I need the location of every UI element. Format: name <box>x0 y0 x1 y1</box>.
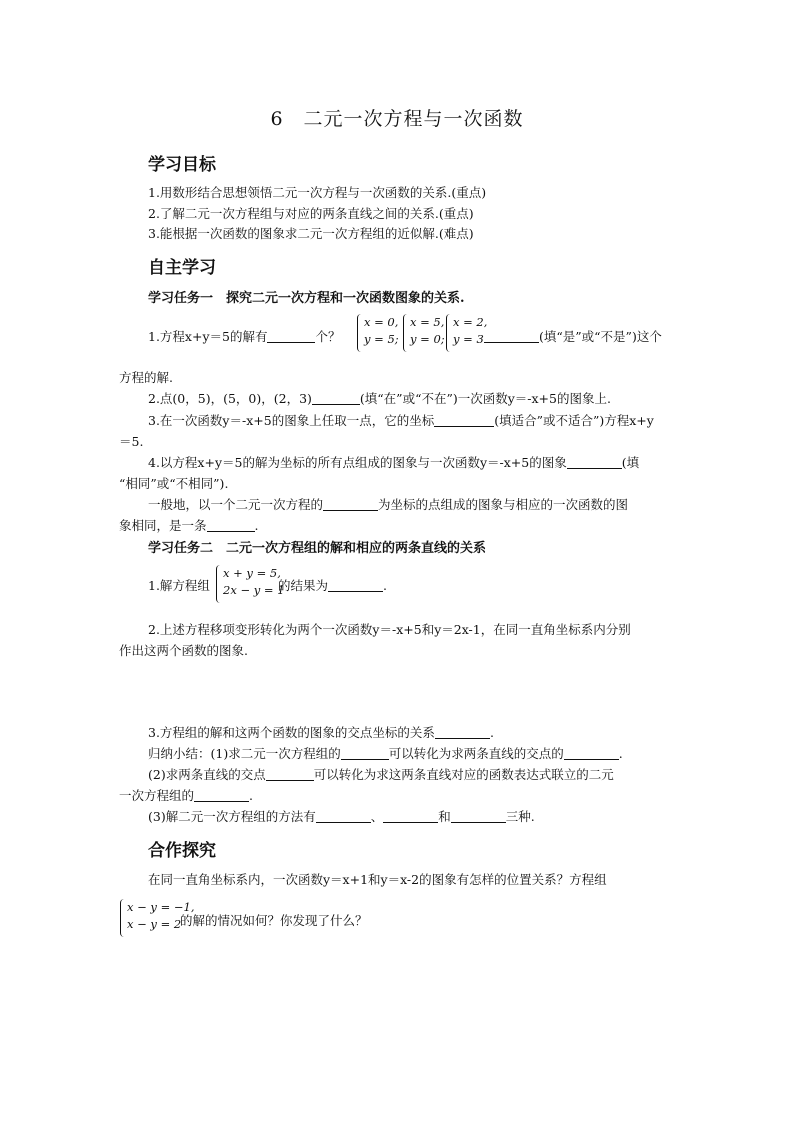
summary-3: (3)解二元一次方程组的方法有 、 和 三种. <box>148 809 535 824</box>
section-heading-cooperate: 合作探究 <box>148 841 216 861</box>
solution-system-2: x = 5, y = 0; <box>410 315 445 346</box>
answer-blank[interactable] <box>316 809 371 823</box>
task2-q2: 2.上述方程移项变形转化为两个一次函数y＝-x+5和y＝2x-1，在同一直角坐标系内分别 <box>148 622 631 637</box>
answer-blank[interactable] <box>435 725 490 739</box>
section-heading-self-study: 自主学习 <box>148 258 216 278</box>
task1-q4-cont: “相同”或“不相同”). <box>119 476 229 491</box>
system-brace <box>216 565 222 603</box>
answer-blank[interactable] <box>328 578 383 592</box>
task1-q1-tail: (填“是”或“不是”)这个 <box>484 327 662 345</box>
answer-blank[interactable] <box>434 413 494 427</box>
coop-question-cont: 的解的情况如何？你发现了什么？ <box>180 913 368 928</box>
page-title: 6 二元一次方程与一次函数 <box>270 108 524 130</box>
system-brace <box>357 314 363 352</box>
task1-q1: 1.方程x+y＝5的解有 个？ <box>148 329 341 344</box>
task1-q4: 4.以方程x+y＝5的解为坐标的所有点组成的图象与一次函数y＝-x+5的图象 (填 <box>148 455 640 470</box>
answer-blank[interactable] <box>267 329 315 343</box>
answer-blank[interactable] <box>383 809 438 823</box>
task1-q1-cont: 方程的解. <box>119 370 173 385</box>
solution-system-3: x = 2, y = 3 <box>453 315 488 346</box>
summary-2: (2)求两条直线的交点 可以转化为求这两条直线对应的函数表达式联立的二元 <box>148 767 614 782</box>
answer-blank[interactable] <box>451 809 506 823</box>
answer-blank[interactable] <box>564 746 619 760</box>
task2-heading: 学习任务二 二元一次方程组的解和相应的两条直线的关系 <box>148 541 487 556</box>
answer-blank[interactable] <box>266 767 314 781</box>
system-brace <box>120 899 126 937</box>
coop-question: 在同一直角坐标系内，一次函数y＝x+1和y＝x-2的图象有怎样的位置关系？方程组 <box>148 872 607 887</box>
answer-blank[interactable] <box>312 391 360 405</box>
task1-q3: 3.在一次函数y＝-x+5的图象上任取一点，它的坐标 (填适合”或不适合”)方程x+y <box>148 413 654 428</box>
answer-blank[interactable] <box>323 497 378 511</box>
task2-q3: 3.方程组的解和这两个函数的图象的交点坐标的关系 . <box>148 725 494 740</box>
summary-1: 归纳小结：(1)求二元一次方程组的 可以转化为求两条直线的交点的 . <box>148 746 623 761</box>
answer-blank[interactable] <box>567 455 622 469</box>
solution-system-1: x = 0, y = 5; <box>364 315 399 346</box>
task2-q1-tail: 的结果为 . <box>278 578 387 593</box>
task1-q2: 2.点(0，5)，(5，0)，(2，3) (填“在”或“不在”)一次函数y＝-x+5的图象上. <box>148 391 611 406</box>
summary-2-cont: 一次方程组的 . <box>119 788 253 803</box>
task1-q3-cont: ＝5. <box>119 434 144 449</box>
task1-summary-cont: 象相同，是一条 . <box>119 518 259 533</box>
equation-system-task2: x + y = 5, 2x − y = 1 <box>223 566 285 597</box>
goal-2: 2.了解二元一次方程组与对应的两条直线之间的关系.(重点) <box>148 206 474 221</box>
goal-1: 1.用数形结合思想领悟二元一次方程与一次函数的关系.(重点) <box>148 185 487 200</box>
equation-system-coop: x − y = −1, x − y = 2 <box>127 900 195 931</box>
section-heading-goals: 学习目标 <box>148 155 216 175</box>
task2-q1: 1.解方程组 <box>148 578 210 593</box>
answer-blank[interactable] <box>207 518 255 532</box>
system-brace <box>403 314 409 352</box>
answer-blank[interactable] <box>341 746 389 760</box>
answer-blank[interactable] <box>484 329 539 343</box>
task2-q2-cont: 作出这两个函数的图象. <box>119 643 248 658</box>
answer-blank[interactable] <box>194 788 249 802</box>
system-brace <box>446 314 452 352</box>
goal-3: 3.能根据一次函数的图象求二元一次方程组的近似解.(难点) <box>148 226 474 241</box>
task1-heading: 学习任务一 探究二元一次方程和一次函数图象的关系. <box>148 291 465 306</box>
task1-summary: 一般地，以一个二元一次方程的 为坐标的点组成的图象与相应的一次函数的图 <box>148 497 629 512</box>
